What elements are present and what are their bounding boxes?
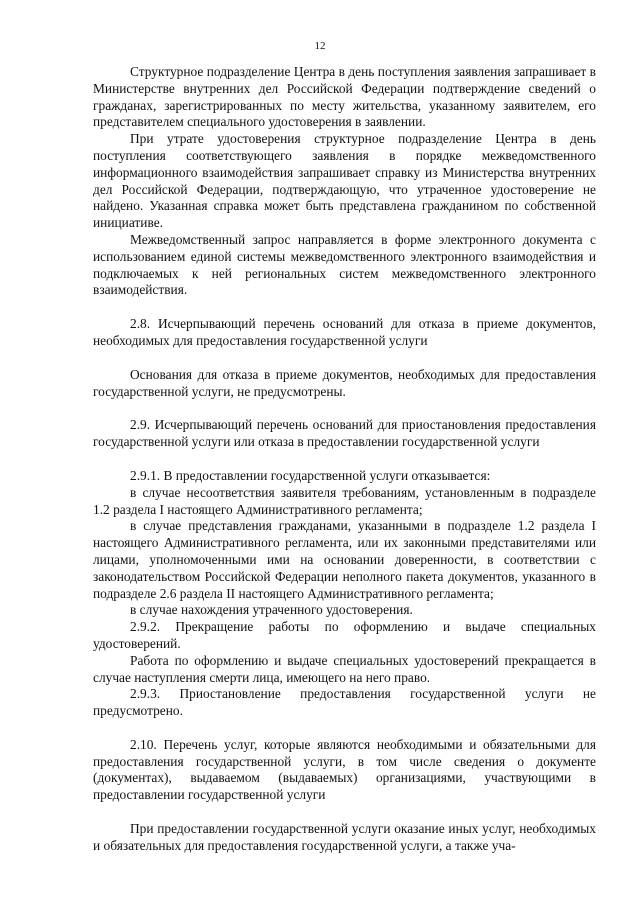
paragraph-2: При утрате удостоверения структурное подразделение Центра в день поступления соответствующего заявления в порядке межведомственного информационного взаимодействия запрашивает справку из Министерства внутренних дел Российской Федерации, подтверждающую, что утраченное удостоверение не найдено. Указанная справка может быть представлена гражданином по собственной инициативе. [93, 131, 596, 231]
paragraph-4: Основания для отказа в приеме документов, необходимых для предоставления государственной услуги, не предусмотрены. [93, 366, 596, 399]
paragraph-2-9-2: 2.9.2. Прекращение работы по оформлению и выдаче специальных удостоверений. [93, 619, 596, 651]
paragraph-6: в случае представления гражданами, указанными в подразделе 1.2 раздела I настоящего Административного регламента, или их законными представителями или лицами, уполномоченными ими на основании доверенности, в соответствии с законодательством Российской Федерации неполного пакета документов, указанного в подразделе 2.6 раздела II настоящего Административного регламента; [93, 518, 596, 601]
section-heading-2-9: 2.9. Исчерпывающий перечень оснований для приостановления предоставления государственной услуги или отказа в предоставлении государственной услуги [93, 417, 596, 450]
paragraph-3: Межведомственный запрос направляется в форме электронного документа с использованием единой системы межведомственного электронного взаимодействия и подключаемых к ней региональных систем межведомственного электронного взаимодействия. [93, 231, 596, 298]
document-body [93, 64, 596, 855]
paragraph-1: Структурное подразделение Центра в день поступления заявления запрашивает в Министерстве внутренних дел Российской Федерации подтверждение сведений о гражданах, зарегистрированных по месту жительства, указанному заявителем, его представителем специального удостоверения в заявлении. [93, 64, 596, 130]
paragraph-2-9-3: 2.9.3. Приостановление предоставления государственной услуги не предусмотрено. [93, 686, 596, 719]
paragraph-2-9-1: 2.9.1. В предоставлении государственной услуги отказывается: [130, 467, 491, 483]
section-heading-2-8: 2.8. Исчерпывающий перечень оснований для отказа в приеме документов, необходимых для предоставления государственной услуги [93, 316, 596, 348]
paragraph-7: в случае нахождения утраченного удостоверения. [130, 602, 413, 618]
paragraph-5: в случае несоответствия заявителя требованиям, установленным в подразделе 1.2 раздела I настоящего Административного регламента; [93, 484, 596, 517]
section-heading-2-10: 2.10. Перечень услуг, которые являются необходимыми и обязательными для предоставления государственной услуги, в том числе сведения о документе (документах), выдаваемом (выдаваемых) организациями, участвующими в предоставлении государственной услуги [93, 736, 596, 803]
paragraph-9: При предоставлении государственной услуги оказание иных услуг, необходимых и обязательных для предоставления государственной услуги, а также уча- [93, 821, 596, 853]
page-number: 12 [314, 40, 326, 52]
paragraph-8: Работа по оформлению и выдаче специальных удостоверений прекращается в случае наступления смерти лица, имеющего на него право. [93, 652, 596, 685]
